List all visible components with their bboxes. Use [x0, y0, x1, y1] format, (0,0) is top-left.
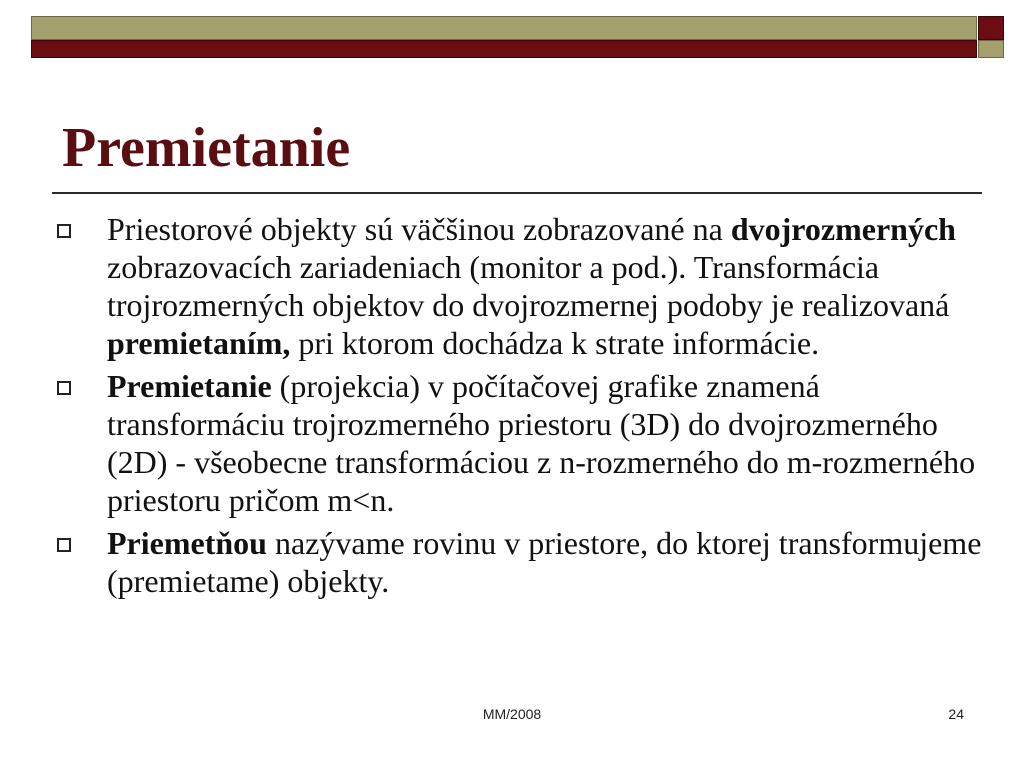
- bullet-item: [56, 524, 996, 600]
- bullet-bold-term: dvojrozmerných: [730, 211, 956, 247]
- header-decoration-bar: [31, 16, 977, 58]
- bullet-text: zobrazovacích zariadeniach (monitor a pod.). Transformácia trojrozmerných objektov do dvojrozmernej podoby je realizovaná: [107, 249, 950, 323]
- header-olive-stripe: [31, 16, 977, 40]
- bullet-bold-term: Priemetňou: [107, 525, 267, 561]
- bullet-item: [56, 367, 996, 519]
- bullet-bold-term: premietaním,: [107, 325, 291, 361]
- footer-label: MM/2008: [482, 706, 542, 722]
- header-maroon-stripe: [31, 40, 977, 58]
- header-corner-square-top: [978, 16, 1004, 40]
- bullet-text: (projekcia) v počítačovej grafike znamená transformáciu trojrozmerného priestoru (3D) do dvojrozmerného (2D) - všeobecne transformáciou z n-rozmerného do m-rozmerného priestoru pričom m<n.: [107, 368, 976, 518]
- bullet-list: [56, 210, 996, 605]
- slide-title: Premietanie: [62, 117, 351, 179]
- page-number: 24: [948, 706, 964, 722]
- header-corner-square-bottom: [978, 40, 1004, 58]
- bullet-item: [56, 210, 996, 362]
- hollow-square-bullet-icon: [57, 381, 71, 395]
- bullet-text: Priestorové objekty sú väčšinou zobrazované na: [107, 211, 731, 247]
- hollow-square-bullet-icon: [57, 538, 71, 552]
- bullet-text: nazývame rovinu v priestore, do ktorej transformujeme (premietame) objekty.: [107, 525, 982, 599]
- hollow-square-bullet-icon: [57, 224, 71, 238]
- title-divider: [52, 192, 982, 194]
- bullet-text: pri ktorom dochádza k strate informácie.: [290, 325, 820, 361]
- bullet-bold-term: Premietanie: [107, 368, 272, 404]
